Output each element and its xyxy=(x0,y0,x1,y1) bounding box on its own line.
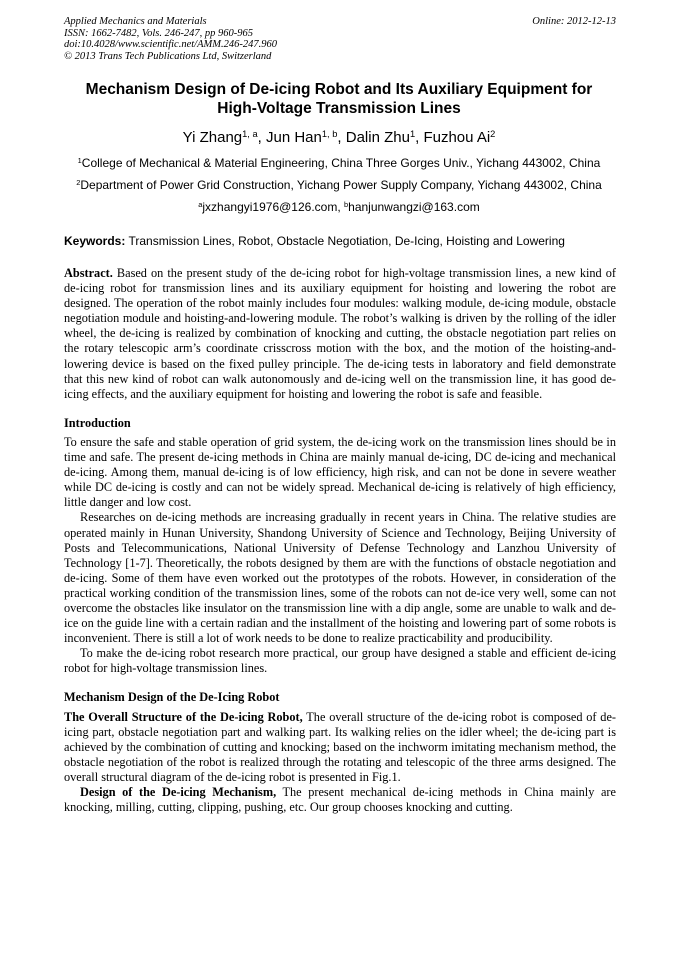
email-b: hanjunwangzi@163.com xyxy=(348,200,480,214)
paper-title xyxy=(40,80,638,118)
keywords xyxy=(64,234,616,248)
keywords-label: Keywords: xyxy=(64,234,126,248)
online-date: Online: 2012-12-13 xyxy=(532,16,616,27)
author-sup: 1, a xyxy=(242,128,258,139)
intro-paragraph-1: To ensure the safe and stable operation of grid system, the de-icing work on the transmission lines should be in time and safe. The present de-icing methods in China are mainly manual de-icing, DC de-icing and mechanical de-icing. Among them, manual de-icing is of low efficiency, high risk, and can not be done in severe weather while DC de-icing is costly and can not be widely spread. Mechanical de-icing is relatively of high efficiency, little danger and low cost. xyxy=(64,434,616,510)
author-list: Yi Zhang$^{1, a}$, Jun Han$^{1, b}$, Dalin Zhu$^1$, Fuzhou Ai$^2$ xyxy=(182,128,496,146)
issn-line: ISSN: 1662-7482, Vols. 246-247, pp 960-965 xyxy=(64,27,253,39)
abstract-label: Abstract. xyxy=(64,266,113,280)
title-line-2: High-Voltage Transmission Lines xyxy=(217,100,461,117)
affiliation-2 xyxy=(40,178,638,192)
abstract xyxy=(64,266,616,402)
email-sup: b xyxy=(344,199,349,209)
keywords-text: Transmission Lines, Robot, Obstacle Negotiation, De-Icing, Hoisting and Lowering xyxy=(125,234,565,248)
intro-paragraph-3: To make the de-icing robot research more practical, our group have designed a stable and efficient de-icing robot for high-voltage transmission lines. xyxy=(64,646,616,676)
deicing-mechanism-text: The present mechanical de-icing methods in China mainly are knocking, milling, cutting, clipping, pushing, etc. Our group chooses knocking and cutting. xyxy=(64,785,616,815)
deicing-mechanism-paragraph xyxy=(64,785,616,815)
deicing-mechanism-label: Design of the De-icing Mechanism, xyxy=(80,785,277,799)
journal-name: Applied Mechanics and Materials xyxy=(64,16,207,27)
affiliation-text: Department of Power Grid Construction, Yichang Power Supply Company, Yichang 443002, China xyxy=(80,178,602,192)
affiliation-sup: 2 xyxy=(76,177,81,187)
author-emails xyxy=(40,200,638,214)
author-name: Fuzhou Ai xyxy=(423,129,491,146)
email-separator: , xyxy=(337,200,344,214)
mechanism-heading: Mechanism Design of the De-Icing Robot xyxy=(64,690,280,705)
email-a: jxzhangyi1976@126.com xyxy=(202,200,338,214)
author-name: Jun Han xyxy=(266,129,322,146)
author-name: Dalin Zhu xyxy=(345,129,410,146)
affiliation-text: College of Mechanical & Material Engineering, China Three Gorges Univ., Yichang 443002, China xyxy=(81,156,601,170)
introduction-heading: Introduction xyxy=(64,415,131,430)
intro-paragraph-2: Researches on de-icing methods are increasing gradually in recent years in China. The relative studies are operated mainly in Hunan University, Shandong University of Science and Technology, Beijing University of Posts and Telecommunications, National University of Defense Technology and Lanzhou University of Technology [1-7]. Theoretically, the robots designed by them are with the functions of obstacle negotiation and de-icing. Some of them have even worked out the prototypes of the robots. However, in consideration of the practical working condition of the transmission lines, some of the robots can not de-ice very well, some can not overcome the obstacles like insulator on the transmission line with a dip angle, some are unable to walk and de-ice on the guide line with a certain radian and the installment of the hoisting and lowering part of some robots is inconvenient. There is still a lot of work needs to be done to realize practicability and producibility. xyxy=(64,510,616,646)
paper-body xyxy=(64,266,616,815)
journal-meta xyxy=(64,16,616,62)
author-sup: 2 xyxy=(490,128,496,139)
title-line-1: Mechanism Design of De-icing Robot and Its Auxiliary Equipment for xyxy=(85,81,593,98)
author-sup: 1 xyxy=(409,128,416,139)
abstract-text: Based on the present study of the de-icing robot for high-voltage transmission lines, a new kind of de-icing robot for transmission lines and its auxiliary equipment for hoisting and lowering the robot are designed. The operation of the robot mainly includes four modules: walking module, de-icing module, obstacle negotiation module and hoisting-and-lowering module. The robot’s walking is driven by the rolling of the idler wheel, the de-icing is realized by combination of knocking and cutting, the obstacle negotiation part relies on the rotary telescopic arm’s coordinate crisscross motion with the box, and the motion of the hoisting-and-lowering device is based on the fixed pulley principle. The de-icing tests in laboratory and field demonstrate that this new kind of robot can walk autonomously and de-icing well on the transmission line, it has good de-icing effects, and the auxiliary equipment for hoisting and lowering the robot is safe and feasible. xyxy=(64,266,616,401)
copyright-line: © 2013 Trans Tech Publications Ltd, Switzerland xyxy=(64,50,272,62)
doi-line: doi:10.4028/www.scientific.net/AMM.246-247.960 xyxy=(64,39,277,50)
overall-structure-text: The overall structure of the de-icing robot is composed of de-icing part, obstacle negotiation part and walking part. Its walking relies on the idler wheel; the de-icing part is achieved by the combination of cutting and knocking; based on the inchworm imitating mechanism method, the obstacle negotiation of the robot is realized through the rotating and telescopic of the three arms designed. The overall structural diagram of the de-icing robot is presented in Fig.1. xyxy=(64,709,616,784)
author-name: Yi Zhang xyxy=(182,129,243,146)
email-sup: a xyxy=(198,199,203,209)
overall-structure-paragraph xyxy=(64,710,616,785)
author-sup: 1, b xyxy=(321,128,338,139)
affiliation-1 xyxy=(40,156,638,170)
affiliation-sup: 1 xyxy=(77,155,82,165)
overall-structure-label: The Overall Structure of the De-icing Robot, xyxy=(64,709,303,724)
